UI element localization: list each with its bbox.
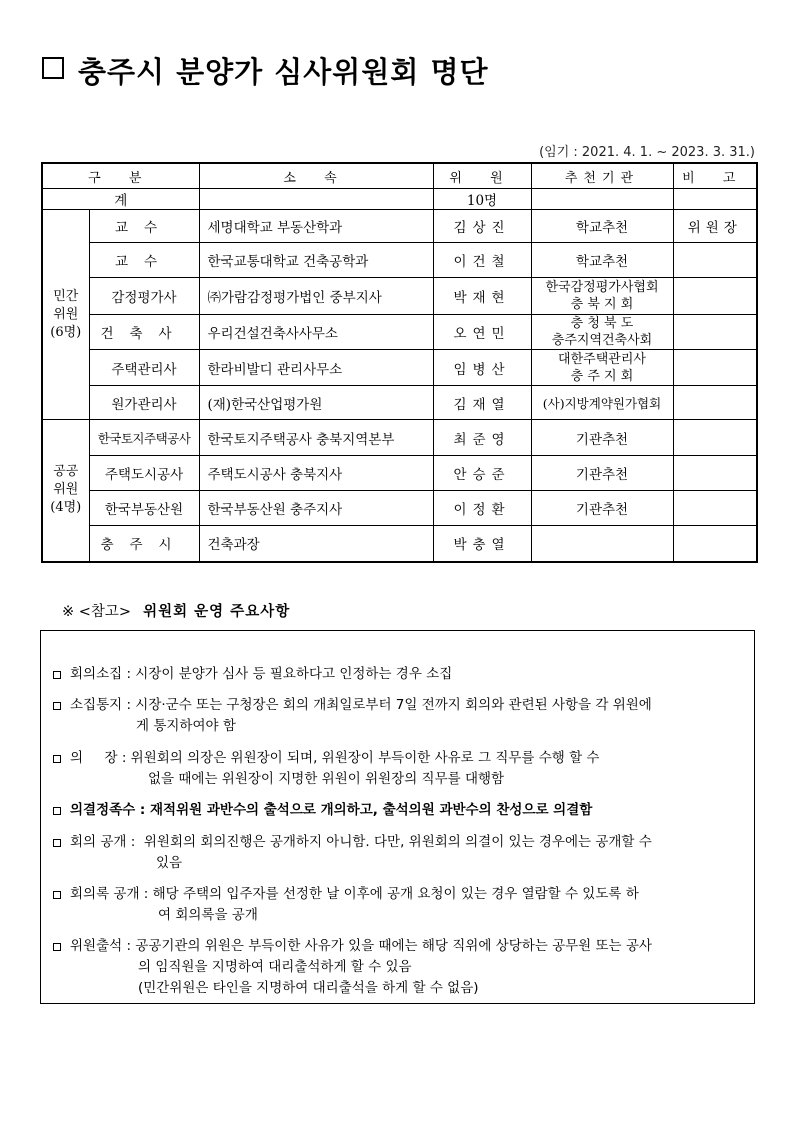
row-recommender: 충 청 북 도 충주지역건축사회 [531,315,673,350]
table-row [42,278,757,315]
col-header-category: 구 분 [42,163,199,189]
note-item: 회의 공개 : 위원회의 회의진행은 공개하지 아니함. 다만, 위원회의 의결이 있는 경우에는 공개할 수 있음 [53,832,748,874]
row-category: 교수 [89,210,199,243]
row-category: 주택도시공사 [89,456,199,491]
table-row [42,350,757,386]
row-category: 원가관리사 [89,386,199,420]
row-member-name: 박재현 [433,278,531,315]
row-recommender [531,526,673,562]
bullet-square-icon [53,839,61,847]
row-member-name: 김재열 [433,386,531,420]
table-row [42,386,757,420]
note-item: 소집통지 : 시장·군수 또는 구청장은 회의 개최일로부터 7일 전까지 회의와 관련된 사항을 각 위원에 게 통지하여야 함 [53,695,748,737]
row-category: 건축사 [89,315,199,350]
checkbox-square-icon [42,57,64,79]
total-count: 10명 [433,189,531,210]
table-row [42,315,757,350]
row-member-name: 이정환 [433,491,531,526]
note-heading: ※ <참고> 위원회 운영 주요사항 [62,604,291,620]
row-recommender: (사)지방계약원가협회 [531,386,673,420]
row-recommender: 한국감정평가사협회 충 북 지 회 [531,278,673,315]
row-affiliation: 주택도시공사 충북지사 [199,456,433,491]
term-period: (임기 : 2021. 4. 1. ~ 2023. 3. 31.) [539,145,755,160]
total-row [42,189,757,210]
operation-notes-box [40,630,755,1004]
row-member-name: 오연민 [433,315,531,350]
table-row [42,491,757,526]
row-remarks [673,456,757,491]
row-member-name: 임병산 [433,350,531,386]
member-table [41,162,758,563]
row-recommender: 학교추천 [531,243,673,278]
note-item: 위원출석 : 공공기관의 위원은 부득이한 사유가 있을 때에는 해당 직위에 상당하는 공무원 또는 공사 의 임직원을 지명하여 대리출석하게 할 수 있음 (민간위원은 타인을 지명하여 대리출석을 하게 할 수 없음) [53,936,748,999]
row-recommender: 대한주택관리사 충 주 지 회 [531,350,673,386]
row-category: 한국부동산원 [89,491,199,526]
row-affiliation: (재)한국산업평가원 [199,386,433,420]
row-affiliation: 한라비발디 관리사무소 [199,350,433,386]
row-member-name: 박충열 [433,526,531,562]
note-item: 의결정족수 : 재적위원 과반수의 출석으로 개의하고, 출석의원 과반수의 찬성으로 의결함 [53,800,748,821]
note-item: 회의소집 : 시장이 분양가 심사 등 필요하다고 인정하는 경우 소집 [53,664,748,685]
row-category: 충주시 [89,526,199,562]
row-remarks [673,420,757,456]
row-affiliation: 우리건설건축사사무소 [199,315,433,350]
row-remarks [673,243,757,278]
col-header-member: 위 원 [433,163,531,189]
table-row [42,210,757,243]
row-affiliation: 한국교통대학교 건축공학과 [199,243,433,278]
row-member-name: 안승준 [433,456,531,491]
group-label-public: 공공 위원 (4명) [42,420,89,562]
note-item: 의 장 : 위원회의 의장은 위원장이 되며, 위원장이 부득이한 사유로 그 직무를 수행 할 수 없을 때에는 위원장이 지명한 위원이 위원장의 직무를 대행함 [53,748,748,790]
bullet-square-icon [53,807,61,815]
row-affiliation: ㈜가람감정평가법인 중부지사 [199,278,433,315]
note-item: 회의록 공개 : 해당 주택의 입주자를 선정한 날 이후에 공개 요청이 있는 경우 열람할 수 있도록 하 여 회의록을 공개 [53,884,748,926]
table-row [42,456,757,491]
row-remarks [673,278,757,315]
row-remarks [673,491,757,526]
row-affiliation: 건축과장 [199,526,433,562]
bullet-square-icon [53,891,61,899]
bullet-square-icon [53,755,61,763]
page-title: 충주시 분양가 심사위원회 명단 [42,50,488,91]
table-row [42,243,757,278]
row-affiliation: 세명대학교 부동산학과 [199,210,433,243]
row-remarks: 위원장 [673,210,757,243]
row-affiliation: 한국부동산원 충주지사 [199,491,433,526]
row-remarks [673,350,757,386]
table-header-row [42,163,757,189]
row-recommender: 기관추천 [531,456,673,491]
row-category: 한국토지주택공사 [89,420,199,456]
bullet-square-icon [53,702,61,710]
bullet-square-icon [53,943,61,951]
row-recommender: 기관추천 [531,491,673,526]
col-header-remarks: 비 고 [673,163,757,189]
row-member-name: 이건철 [433,243,531,278]
col-header-recommender: 추천기관 [531,163,673,189]
row-recommender: 기관추천 [531,420,673,456]
col-header-affiliation: 소 속 [199,163,433,189]
row-category: 주택관리사 [89,350,199,386]
row-category: 감정평가사 [89,278,199,315]
row-remarks [673,315,757,350]
group-label-private: 민간 위원 (6명) [42,210,89,420]
bullet-square-icon [53,671,61,679]
table-row [42,420,757,456]
row-category: 교수 [89,243,199,278]
row-member-name: 김상진 [433,210,531,243]
row-affiliation: 한국토지주택공사 충북지역본부 [199,420,433,456]
total-label: 계 [42,189,199,210]
row-remarks [673,386,757,420]
row-remarks [673,526,757,562]
row-recommender: 학교추천 [531,210,673,243]
row-member-name: 최준영 [433,420,531,456]
table-row [42,526,757,562]
